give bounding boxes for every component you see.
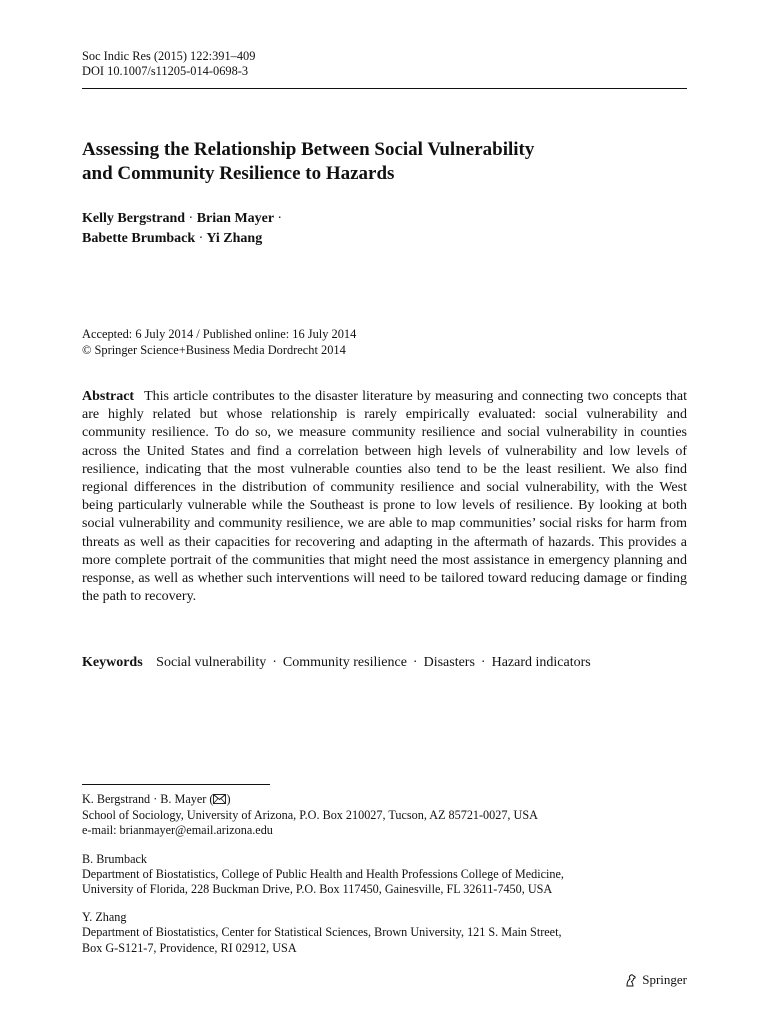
journal-doi[interactable]: DOI 10.1007/s11205-014-0698-3 xyxy=(82,64,249,78)
abstract-label: Abstract xyxy=(82,389,135,404)
copyright-notice: © Springer Science+Business Media Dordrecht 2014 xyxy=(82,342,346,357)
author-name: Yi Zhang xyxy=(206,231,263,246)
journal-citation: Soc Indic Res (2015) 122:391–409 xyxy=(82,49,256,63)
springer-horse-icon xyxy=(624,973,638,987)
keyword-separator: · xyxy=(480,655,486,670)
footnote-address: Box G-S121-7, Providence, RI 02912, USA xyxy=(82,940,297,955)
article-title xyxy=(82,138,687,186)
publisher-name: Springer xyxy=(642,972,687,987)
author-line-1 xyxy=(82,209,282,229)
journal-info xyxy=(82,49,255,79)
header-rule xyxy=(82,88,687,89)
publication-dates xyxy=(82,327,356,358)
author-list xyxy=(82,209,282,249)
author-separator: · xyxy=(198,231,204,246)
accepted-published-date: Accepted: 6 July 2014 / Published online: 16 July 2014 xyxy=(82,327,357,341)
footnote-affiliation-3 xyxy=(82,910,687,956)
footnote-author-name: Y. Zhang xyxy=(82,910,127,925)
footnote-author-name: B. Brumback xyxy=(82,851,147,866)
keyword: Community resilience xyxy=(282,655,407,670)
footnote-names xyxy=(82,792,687,808)
keyword: Hazard indicators xyxy=(491,655,591,670)
footnote-affiliation: Department of Biostatistics, Center for Statistical Sciences, Brown University, 121 S. Main Street, xyxy=(82,925,562,940)
author-name: Babette Brumback xyxy=(82,231,196,246)
author-separator: · xyxy=(277,211,283,226)
title-line-2: and Community Resilience to Hazards xyxy=(82,163,395,184)
footnote-email[interactable]: e-mail: brianmayer@email.arizona.edu xyxy=(82,823,273,838)
author-name: Kelly Bergstrand xyxy=(82,211,186,226)
abstract-text: This article contributes to the disaster literature by measuring and connecting two concepts that are highly related but whose relationship is rarely empirically evaluated: social vulnerability and community resilience. To do so, we measure community resilience and social vulnerability in counties across the United States and find a correlation between high levels of vulnerability and low levels of resilience, indicating that the most vulnerable counties also tend to be the least resilient. We also find regional differences in the distribution of community resilience and social vulnerability, with the West being particularly vulnerable while the Southeast is prone to low levels of resilience. By looking at both social vulnerability and community resilience, we are able to map communities’ social risks for harm from threats as well as their capacities for recovering and adapting in the aftermath of hazards. This provides a more complete portrait of the communities that might need the most assistance in emergency planning and response, as well as whether such interventions will need to be tailored toward reducing damage or finding the path to recovery. xyxy=(82,389,687,605)
abstract xyxy=(82,388,687,606)
footnote-affiliation-2 xyxy=(82,852,687,898)
keyword: Disasters xyxy=(423,655,475,670)
footnote-affiliation: School of Sociology, University of Arizona, P.O. Box 210027, Tucson, AZ 85721-0027, USA xyxy=(82,808,538,823)
article-page xyxy=(82,0,687,1024)
author-footnotes xyxy=(82,792,687,969)
footnote-affiliation: Department of Biostatistics, College of Public Health and Health Professions College of Medicine, xyxy=(82,866,564,881)
footnote-author-names: K. Bergstrand · B. Mayer ( xyxy=(82,792,214,806)
title-line-1: Assessing the Relationship Between Social Vulnerability xyxy=(82,139,535,160)
footnote-address: University of Florida, 228 Buckman Drive, P.O. Box 117450, Gainesville, FL 32611-7450, USA xyxy=(82,882,553,897)
author-line-2 xyxy=(82,229,282,249)
keyword-separator: · xyxy=(272,655,277,670)
author-separator: · xyxy=(188,211,194,226)
keywords xyxy=(82,654,687,672)
footnote-paren-close: ) xyxy=(226,792,231,806)
publisher-logo xyxy=(624,972,687,988)
footnote-affiliation-1 xyxy=(82,792,687,839)
keyword-separator: · xyxy=(412,655,418,670)
keyword: Social vulnerability xyxy=(156,655,267,670)
keywords-label: Keywords xyxy=(82,655,143,670)
footnote-rule xyxy=(82,784,270,785)
author-name: Brian Mayer xyxy=(196,211,274,226)
envelope-icon[interactable] xyxy=(213,793,226,808)
